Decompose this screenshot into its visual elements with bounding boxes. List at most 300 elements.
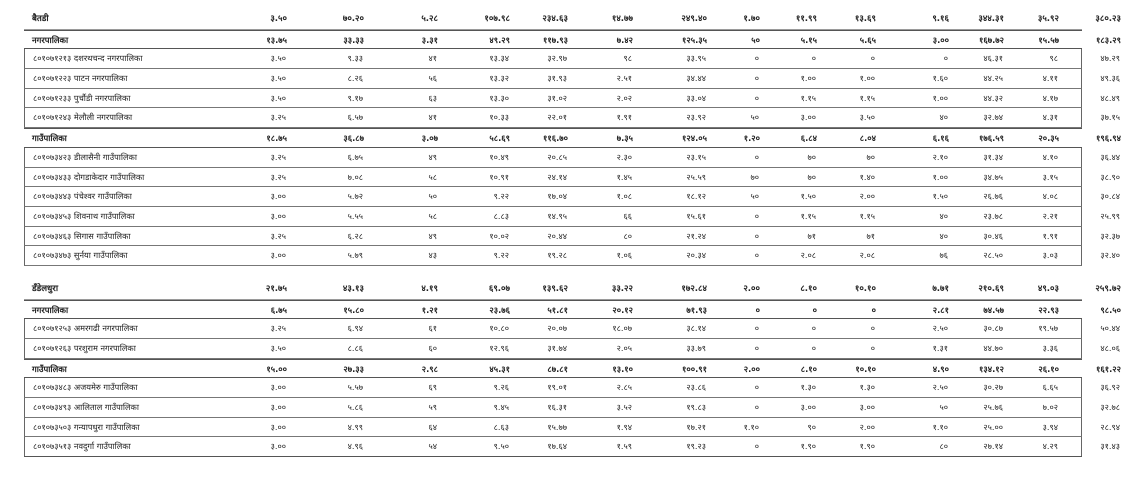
cell-col-14: २८.९४ <box>1100 421 1120 432</box>
cell-col-2: ३३.३३ <box>343 34 364 45</box>
muni-name: ८०१०७३४३३ दोगडाकेदार गाउँपालिका <box>33 171 145 182</box>
cell-col-2: ८.८६ <box>347 343 363 353</box>
cell-col-4: ८.६३ <box>493 421 509 432</box>
cell-col-9: ८.१० <box>800 283 817 294</box>
cell-col-12: २६.७६ <box>983 191 1003 202</box>
cell-col-6: १.०८ <box>616 191 632 202</box>
table-row <box>24 89 1120 109</box>
cell-col-1: ३.०० <box>270 382 286 393</box>
cell-col-13: ३.१५ <box>1042 171 1058 182</box>
cell-col-3: ६३ <box>428 92 437 103</box>
muni-name: ८०१०७१२१३ दशरथचन्द नगरपालिका <box>33 53 143 64</box>
cell-col-14: १९६.९४ <box>1096 133 1121 144</box>
cell-col-9: ० <box>811 53 816 64</box>
cell-col-7: १९.२३ <box>686 441 706 452</box>
cell-col-10: ० <box>870 53 875 64</box>
cell-col-5: ५१.८१ <box>547 304 568 315</box>
table-row <box>24 378 1120 398</box>
cell-col-11: ७.७१ <box>932 283 949 294</box>
group-name: नगरपालिका <box>32 304 69 315</box>
cell-col-9: ३.०० <box>800 402 816 413</box>
cell-col-10: २.०८ <box>859 250 875 261</box>
cell-col-6: ७.४२ <box>616 34 633 45</box>
district-row <box>24 280 1121 300</box>
cell-col-2: ६.२८ <box>347 230 363 241</box>
cell-col-10: २.०० <box>859 191 875 202</box>
cell-col-10: १.९० <box>859 441 875 452</box>
cell-col-7: २५.५९ <box>686 171 706 182</box>
cell-col-4: १०.३३ <box>489 112 509 123</box>
cell-col-4: १०.८० <box>489 323 509 334</box>
cell-col-13: ९८ <box>1049 53 1058 64</box>
cell-col-11: १.१० <box>932 421 948 432</box>
cell-col-11: ३.०० <box>932 34 949 45</box>
cell-col-10: ० <box>870 343 875 353</box>
cell-col-10: ३.०० <box>859 402 875 413</box>
cell-col-11: ९.१६ <box>932 14 949 24</box>
cell-col-14: १८३.२९ <box>1096 34 1121 45</box>
cell-col-6: २०.१२ <box>612 304 633 315</box>
cell-col-10: ३.५० <box>859 112 875 123</box>
cell-col-3: ३.०७ <box>421 133 438 144</box>
cell-col-7: २३.९२ <box>686 112 706 123</box>
cell-col-8: ० <box>754 151 759 162</box>
cell-col-12: २८.५० <box>983 250 1003 261</box>
cell-col-9: ७१ <box>807 230 816 241</box>
cell-col-10: १०.१० <box>854 283 876 294</box>
cell-col-13: १९.५७ <box>1038 323 1058 334</box>
cell-col-3: ५४ <box>428 441 437 452</box>
cell-col-7: २३.८६ <box>686 382 706 393</box>
cell-col-12: २७.१४ <box>983 441 1003 452</box>
cell-col-4: ९.२२ <box>493 191 509 202</box>
table-row <box>24 108 1120 128</box>
cell-col-5: २२.०१ <box>547 112 567 123</box>
cell-col-4: ५८.६९ <box>489 133 510 144</box>
cell-col-14: ३६.४४ <box>1100 151 1120 162</box>
cell-col-4: ४५.३१ <box>489 363 510 374</box>
cell-col-8: ५० <box>751 34 760 45</box>
cell-col-5: १४.९५ <box>547 210 567 221</box>
cell-col-13: २०.३५ <box>1038 133 1059 144</box>
cell-col-10: ७० <box>866 151 875 162</box>
cell-col-11: ४० <box>939 230 948 241</box>
cell-col-1: ३.०० <box>270 441 286 452</box>
cell-col-4: ९.२२ <box>493 250 509 261</box>
muni-name: ८०१०७१२६३ परशुराम नगरपालिका <box>33 343 136 353</box>
cell-col-12: ४४.३२ <box>983 92 1003 103</box>
cell-col-4: १३.३२ <box>489 73 509 84</box>
table-row <box>24 339 1120 359</box>
cell-col-3: ४९ <box>428 151 437 162</box>
cell-col-7: ७१.९३ <box>686 304 707 315</box>
cell-col-7: ३८.१४ <box>686 323 706 334</box>
cell-col-6: ३.५२ <box>616 402 632 413</box>
cell-col-13: ४.१० <box>1042 151 1058 162</box>
cell-col-7: १५.६१ <box>686 210 706 221</box>
muni-name: ८०१०७३४८३ अजयमेरु गाउँपालिका <box>33 382 138 393</box>
cell-col-13: ४९.०३ <box>1037 283 1059 294</box>
cell-col-2: ५.५७ <box>347 382 363 393</box>
cell-col-3: ५.२८ <box>421 14 438 24</box>
cell-col-5: ३२.९७ <box>547 53 567 64</box>
cell-col-4: ९.५० <box>493 441 509 452</box>
cell-col-6: १.५९ <box>616 441 632 452</box>
cell-col-6: १.९४ <box>616 421 632 432</box>
cell-col-3: ४.१९ <box>421 283 438 294</box>
cell-col-8: ० <box>754 250 759 261</box>
cell-col-14: ४९.३६ <box>1100 73 1120 84</box>
cell-col-14: ४७.२९ <box>1100 53 1120 64</box>
cell-col-11: १.०० <box>932 171 948 182</box>
cell-col-9: १.९० <box>800 441 816 452</box>
cell-col-9: ७० <box>807 151 816 162</box>
cell-col-13: ३.३६ <box>1042 343 1058 353</box>
cell-col-14: ४८.४९ <box>1100 92 1120 103</box>
cell-col-8: २.०० <box>743 363 760 374</box>
cell-col-3: ४१ <box>428 53 437 64</box>
group-row <box>24 30 1121 50</box>
cell-col-3: ५९ <box>428 402 437 413</box>
muni-name: ८०१०७३४७३ सुर्नया गाउँपालिका <box>33 250 128 261</box>
cell-col-3: ४९ <box>428 230 437 241</box>
cell-col-4: १३.३० <box>489 92 509 103</box>
cell-col-8: ० <box>754 343 759 353</box>
group-row <box>24 300 1121 320</box>
cell-col-13: ६.६५ <box>1042 382 1058 393</box>
cell-col-8: ० <box>754 92 759 103</box>
table-row <box>24 148 1120 168</box>
cell-col-10: १.१५ <box>859 210 875 221</box>
cell-col-1: १५.०० <box>266 363 287 374</box>
cell-col-6: २.३० <box>616 151 632 162</box>
cell-col-12: २१०.६९ <box>978 283 1004 294</box>
group-row <box>24 359 1121 379</box>
cell-col-14: २५९.७२ <box>1095 283 1121 294</box>
cell-col-6: ९८ <box>623 53 632 64</box>
cell-col-11: १.५० <box>932 191 948 202</box>
muni-name: ८०१०७३४४३ पंचेश्वर गाउँपालिका <box>33 191 132 202</box>
muni-name: ८०१०७१२३३ पुर्चौडी नगरपालिका <box>33 92 131 103</box>
cell-col-3: ६४ <box>428 421 437 432</box>
table-row <box>24 207 1120 227</box>
cell-col-3: ५० <box>428 191 437 202</box>
cell-col-6: २.८५ <box>616 382 632 393</box>
cell-col-2: ५.७९ <box>347 250 363 261</box>
cell-col-5: १७.६४ <box>547 441 567 452</box>
cell-col-10: ० <box>871 304 876 315</box>
cell-col-12: ३०.८७ <box>983 323 1003 334</box>
cell-col-7: २३.१५ <box>686 151 706 162</box>
cell-col-5: २३४.६३ <box>542 14 568 24</box>
cell-col-11: १.६० <box>932 73 948 84</box>
cell-col-4: १०.४९ <box>489 151 509 162</box>
group-row <box>24 128 1121 148</box>
cell-col-3: २.९८ <box>421 363 438 374</box>
cell-col-14: ५०.४४ <box>1100 323 1120 334</box>
cell-col-14: २५.९९ <box>1100 210 1120 221</box>
group-name: नगरपालिका <box>32 34 69 45</box>
muni-name: ८०१०७१२२३ पाटन नगरपालिका <box>33 73 128 84</box>
cell-col-13: १.९१ <box>1042 230 1058 241</box>
cell-col-8: ० <box>754 210 759 221</box>
cell-col-2: ८.२६ <box>347 73 363 84</box>
table-row <box>24 418 1120 438</box>
muni-name: ८०१०७३४५३ शिवनाथ गाउँपालिका <box>33 210 135 221</box>
cell-col-8: ५० <box>750 191 759 202</box>
cell-col-8: ० <box>754 382 759 393</box>
cell-col-9: ८.१० <box>800 363 817 374</box>
cell-col-11: ६.१६ <box>932 133 949 144</box>
cell-col-6: ३३.२२ <box>611 283 633 294</box>
cell-col-13: ४.२९ <box>1042 441 1058 452</box>
cell-col-1: ३.०० <box>270 210 286 221</box>
cell-col-7: ३४.४४ <box>686 73 706 84</box>
cell-col-2: ६.७५ <box>347 151 363 162</box>
cell-col-4: ९.४५ <box>493 402 509 413</box>
cell-col-14: ३२.३७ <box>1100 230 1120 241</box>
cell-col-14: ३०.८४ <box>1100 191 1120 202</box>
table-row <box>24 187 1120 207</box>
cell-col-9: २.०८ <box>800 250 816 261</box>
table-row <box>24 246 1120 266</box>
cell-col-11: ४० <box>939 210 948 221</box>
cell-col-6: १३.१० <box>612 363 633 374</box>
cell-col-10: १.०० <box>859 73 875 84</box>
cell-col-7: ३३.७९ <box>686 343 706 353</box>
cell-col-7: २०.३४ <box>686 250 706 261</box>
cell-col-1: ३.२५ <box>270 323 286 334</box>
cell-col-11: १.३१ <box>932 343 948 353</box>
cell-col-5: २०.०७ <box>547 323 567 334</box>
cell-col-1: ३.०० <box>270 402 286 413</box>
cell-col-4: २३.७६ <box>489 304 510 315</box>
cell-col-11: ४.९० <box>932 363 949 374</box>
cell-col-1: ३.०० <box>270 250 286 261</box>
cell-col-13: ४.३१ <box>1042 112 1058 123</box>
section-spacer <box>24 266 1082 280</box>
cell-col-5: ३१.०२ <box>547 92 567 103</box>
cell-col-9: ० <box>812 304 817 315</box>
cell-col-8: ० <box>754 53 759 64</box>
cell-col-3: ५८ <box>428 171 437 182</box>
cell-col-3: ३.३१ <box>421 34 438 45</box>
cell-col-1: ६.७५ <box>270 304 287 315</box>
cell-col-13: ४.१७ <box>1042 92 1058 103</box>
cell-col-5: ११७.९३ <box>543 34 568 45</box>
cell-col-11: २.१० <box>932 151 948 162</box>
cell-col-1: ३.२५ <box>270 230 286 241</box>
cell-col-4: १२.९६ <box>489 343 509 353</box>
cell-col-12: १६७.७२ <box>979 34 1004 45</box>
cell-col-6: ७.३५ <box>616 133 633 144</box>
cell-col-3: १.२१ <box>421 304 438 315</box>
cell-col-6: १४.७७ <box>611 14 633 24</box>
cell-col-9: ५.१५ <box>800 34 817 45</box>
cell-col-1: ३.२५ <box>270 151 286 162</box>
cell-col-8: १.७० <box>743 14 760 24</box>
district-name: बैतडी <box>32 14 49 24</box>
cell-col-14: ३८०.२३ <box>1095 14 1121 24</box>
table-row <box>24 69 1120 89</box>
cell-col-8: २.०० <box>743 283 760 294</box>
cell-col-8: ० <box>754 230 759 241</box>
cell-col-4: ६९.०७ <box>488 283 510 294</box>
district-row <box>24 10 1121 30</box>
cell-col-4: १०७.९८ <box>484 14 510 24</box>
cell-col-7: १००.९१ <box>682 363 707 374</box>
cell-col-6: १.०६ <box>616 250 632 261</box>
cell-col-5: २०.४४ <box>547 230 567 241</box>
cell-col-12: ३२.७४ <box>983 112 1003 123</box>
cell-col-6: २.५१ <box>616 73 632 84</box>
cell-col-9: १.०० <box>800 73 816 84</box>
cell-col-13: ३.९४ <box>1042 421 1058 432</box>
cell-col-1: ३.०० <box>270 191 286 202</box>
cell-col-12: १३४.१२ <box>979 363 1004 374</box>
cell-col-11: ८० <box>939 441 948 452</box>
cell-col-3: ४३ <box>428 250 437 261</box>
cell-col-8: ० <box>754 402 759 413</box>
cell-col-8: ० <box>754 73 759 84</box>
cell-col-11: ४० <box>939 112 948 123</box>
cell-col-14: ३७.१५ <box>1100 112 1120 123</box>
cell-col-5: १९.२८ <box>547 250 567 261</box>
cell-col-4: १०.९१ <box>489 171 509 182</box>
cell-col-9: ६.८४ <box>800 133 817 144</box>
cell-col-10: १.४० <box>859 171 875 182</box>
cell-col-12: ७४.५७ <box>983 304 1004 315</box>
table-bottom-rule <box>24 456 1082 457</box>
cell-col-10: ७१ <box>866 230 875 241</box>
cell-col-10: ५.६५ <box>859 34 876 45</box>
cell-col-2: ४.९६ <box>347 441 363 452</box>
cell-col-14: ३१.४३ <box>1100 441 1120 452</box>
cell-col-2: ६.९४ <box>347 323 363 334</box>
cell-col-12: ४६.३१ <box>983 53 1003 64</box>
cell-col-11: २.५० <box>932 382 948 393</box>
cell-col-6: १.९१ <box>616 112 632 123</box>
cell-col-11: ७६ <box>939 250 948 261</box>
cell-col-8: ७० <box>750 171 759 182</box>
cell-col-3: ५८ <box>428 210 437 221</box>
cell-col-6: ८० <box>623 230 632 241</box>
cell-col-5: ३१.९३ <box>547 73 567 84</box>
cell-col-11: ० <box>943 53 948 64</box>
cell-col-6: ६६ <box>623 210 632 221</box>
cell-col-1: ३.५० <box>270 343 286 353</box>
cell-col-5: ३१.७४ <box>547 343 567 353</box>
cell-col-7: १७.२१ <box>686 421 706 432</box>
cell-col-7: १८.१२ <box>686 191 706 202</box>
table-row <box>24 227 1120 247</box>
cell-col-2: ६.५७ <box>347 112 363 123</box>
cell-col-5: १६.३१ <box>547 402 567 413</box>
cell-col-5: १३९.६२ <box>542 283 568 294</box>
cell-col-10: १.३० <box>859 382 875 393</box>
cell-col-1: ३.२५ <box>270 112 286 123</box>
cell-col-8: ० <box>754 441 759 452</box>
cell-col-3: ६९ <box>428 382 437 393</box>
table-row <box>24 398 1120 418</box>
cell-col-14: ३६.९२ <box>1100 382 1120 393</box>
cell-col-9: १.१५ <box>800 210 816 221</box>
cell-col-10: १०.१० <box>855 363 876 374</box>
cell-col-9: ९० <box>807 421 816 432</box>
cell-col-13: २६.१० <box>1038 363 1059 374</box>
cell-col-8: ० <box>754 323 759 334</box>
cell-col-5: १९.०१ <box>547 382 567 393</box>
cell-col-3: ५६ <box>428 73 437 84</box>
muni-name: ८०१०७३४२३ डीलासैनी गाउँपालिका <box>33 151 137 162</box>
cell-col-2: ३६.८७ <box>343 133 364 144</box>
cell-col-13: ४.११ <box>1042 73 1058 84</box>
cell-col-2: ७०.२० <box>342 14 364 24</box>
cell-col-1: ३.५० <box>270 92 286 103</box>
cell-col-2: ९.३३ <box>347 53 363 64</box>
muni-name: ८०१०७३५१३ नवदुर्गा गाउँपालिका <box>33 441 131 452</box>
muni-name: ८०१०७१२५३ अमरगढी नगरपालिका <box>33 323 138 334</box>
muni-name: ८०१०७३५०३ गन्यापधुरा गाउँपालिका <box>33 421 140 432</box>
cell-col-4: ९.२६ <box>493 382 509 393</box>
cell-col-13: १५.५७ <box>1038 34 1059 45</box>
cell-col-1: २१.७५ <box>265 283 287 294</box>
cell-col-6: २.०२ <box>616 92 632 103</box>
cell-col-14: ३२.७८ <box>1100 402 1120 413</box>
cell-col-11: ५० <box>939 402 948 413</box>
cell-col-14: ३८.९० <box>1100 171 1120 182</box>
cell-col-2: ५.५५ <box>347 210 363 221</box>
cell-col-2: ५.७२ <box>347 191 363 202</box>
cell-col-4: १३.३४ <box>489 53 509 64</box>
cell-col-12: ३१.३४ <box>983 151 1003 162</box>
cell-col-1: ३.५० <box>270 14 287 24</box>
cell-col-4: १०.०२ <box>489 230 509 241</box>
cell-col-13: २.२१ <box>1042 210 1058 221</box>
cell-col-12: ३०.२७ <box>983 382 1003 393</box>
cell-col-5: ११६.७० <box>543 133 568 144</box>
cell-col-11: १.०० <box>932 92 948 103</box>
cell-col-1: १३.७५ <box>266 34 287 45</box>
cell-col-2: ५.८६ <box>347 402 363 413</box>
cell-col-2: १५.८० <box>343 304 364 315</box>
cell-col-4: ८.८३ <box>493 210 509 221</box>
cell-col-3: ४१ <box>428 112 437 123</box>
cell-col-7: ३३.०४ <box>686 92 706 103</box>
table-row <box>24 319 1120 339</box>
cell-col-13: ७.०२ <box>1042 402 1058 413</box>
cell-col-10: १.१५ <box>859 92 875 103</box>
cell-col-12: ४४.७० <box>983 343 1003 353</box>
muni-name: ८०१०७३४९३ आलिताल गाउँपालिका <box>33 402 139 413</box>
district-name: डँडेलधुरा <box>32 283 59 294</box>
cell-col-12: २५.७६ <box>983 402 1003 413</box>
cell-col-7: १७२.८४ <box>681 283 707 294</box>
muni-name: ८०१०७३४६३ सिगास गाउँपालिका <box>33 230 131 241</box>
cell-col-7: १२४.०५ <box>682 133 707 144</box>
cell-col-1: ३.५० <box>270 73 286 84</box>
cell-col-8: १.२० <box>743 133 760 144</box>
cell-col-12: २५.०० <box>983 421 1003 432</box>
cell-col-14: १६१.२२ <box>1096 363 1121 374</box>
cell-col-7: २४९.४० <box>681 14 707 24</box>
cell-col-9: ३.०० <box>800 112 816 123</box>
cell-col-7: १२५.३५ <box>682 34 707 45</box>
cell-col-13: ३.०३ <box>1042 250 1058 261</box>
cell-col-5: १५.७७ <box>547 421 567 432</box>
cell-col-6: १८.०७ <box>612 323 632 334</box>
cell-col-10: ८.०४ <box>859 133 876 144</box>
